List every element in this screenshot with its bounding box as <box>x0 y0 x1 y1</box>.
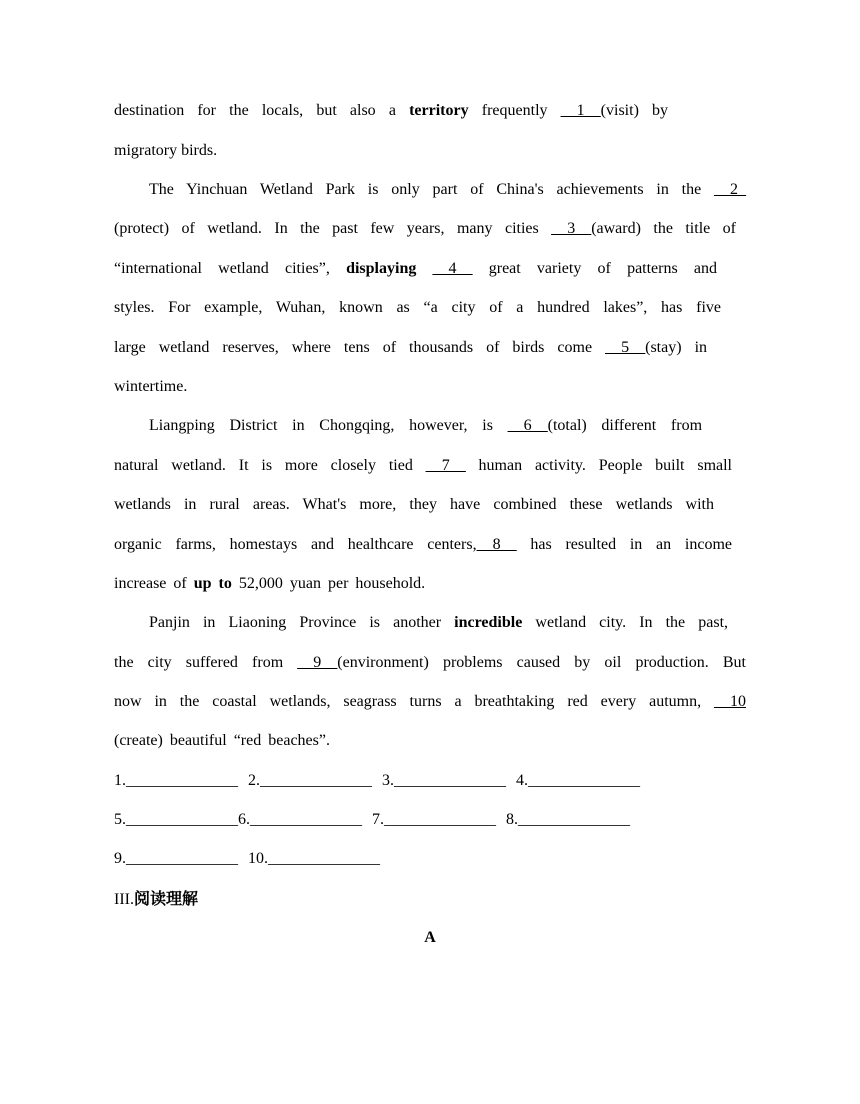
passage-line-6: styles. For example, Wuhan, known as “a city of a hundred lakes”, has five <box>114 299 721 316</box>
passage-line-16: now in the coastal wetlands, seagrass turns a breathtaking red every autumn, __10 <box>114 693 746 710</box>
blank-8: __8__ <box>476 536 517 553</box>
passage-line-2: migratory birds. <box>114 142 218 159</box>
passage-line-11: wetlands in rural areas. What's more, they have combined these wetlands with <box>114 496 714 513</box>
passage-label: A <box>424 929 436 946</box>
passage-line-14: Panjin in Liaoning Province is another incredible wetland city. In the past, <box>149 614 729 631</box>
passage-line-9: Liangping District in Chongqing, however, is __6__(total) different from <box>149 417 703 434</box>
section-heading <box>114 889 198 910</box>
keyword-displaying: displaying <box>346 260 417 277</box>
answer-row-1: 1.______________ 2.______________ 3.______________ 4.______________ <box>114 772 640 789</box>
blank-5: __5__ <box>605 339 646 356</box>
blank-4: __4__ <box>432 260 473 277</box>
passage-line-15: the city suffered from __9__(environment) problems caused by oil production. But <box>114 654 747 671</box>
blank-10: __10 <box>714 693 746 710</box>
section-title: 阅读理解 <box>133 889 198 908</box>
passage-line-4: (protect) of wetland. In the past few years, many cities __3__(award) the title of <box>114 220 737 237</box>
passage-line-1: destination for the locals, but also a territory frequently __1__(visit) by <box>114 102 669 119</box>
blank-7: __7__ <box>425 457 466 474</box>
passage-line-3: The Yinchuan Wetland Park is only part of China's achievements in the __2_ <box>149 181 747 198</box>
section-numeral: III. <box>114 891 134 908</box>
blank-1: __1__ <box>560 102 601 119</box>
passage-line-17: (create) beautiful “red beaches”. <box>114 732 330 749</box>
blank-3: __3__ <box>551 220 592 237</box>
passage-line-7: large wetland reserves, where tens of thousands of birds come __5__(stay) in <box>114 339 708 356</box>
passage-line-13: increase of up to 52,000 yuan per household. <box>114 575 426 592</box>
passage-line-8: wintertime. <box>114 378 188 395</box>
blank-2: __2_ <box>714 181 747 198</box>
keyword-up-to: up to <box>193 575 232 592</box>
blank-6: __6__ <box>507 417 548 434</box>
keyword-territory: territory <box>409 102 469 119</box>
passage-line-10: natural wetland. It is more closely tied __7__ human activity. People built small <box>114 457 733 474</box>
keyword-incredible: incredible <box>454 614 523 631</box>
answer-row-2: 5.______________6.______________ 7.______________ 8.______________ <box>114 811 630 828</box>
answer-row-3: 9.______________ 10.______________ <box>114 850 380 867</box>
blank-9: __9__ <box>297 654 338 671</box>
passage-line-5: “international wetland cities”, displaying __4__ great variety of patterns and <box>114 260 718 277</box>
passage-line-12: organic farms, homestays and healthcare centers,__8__ has resulted in an income <box>114 536 733 553</box>
